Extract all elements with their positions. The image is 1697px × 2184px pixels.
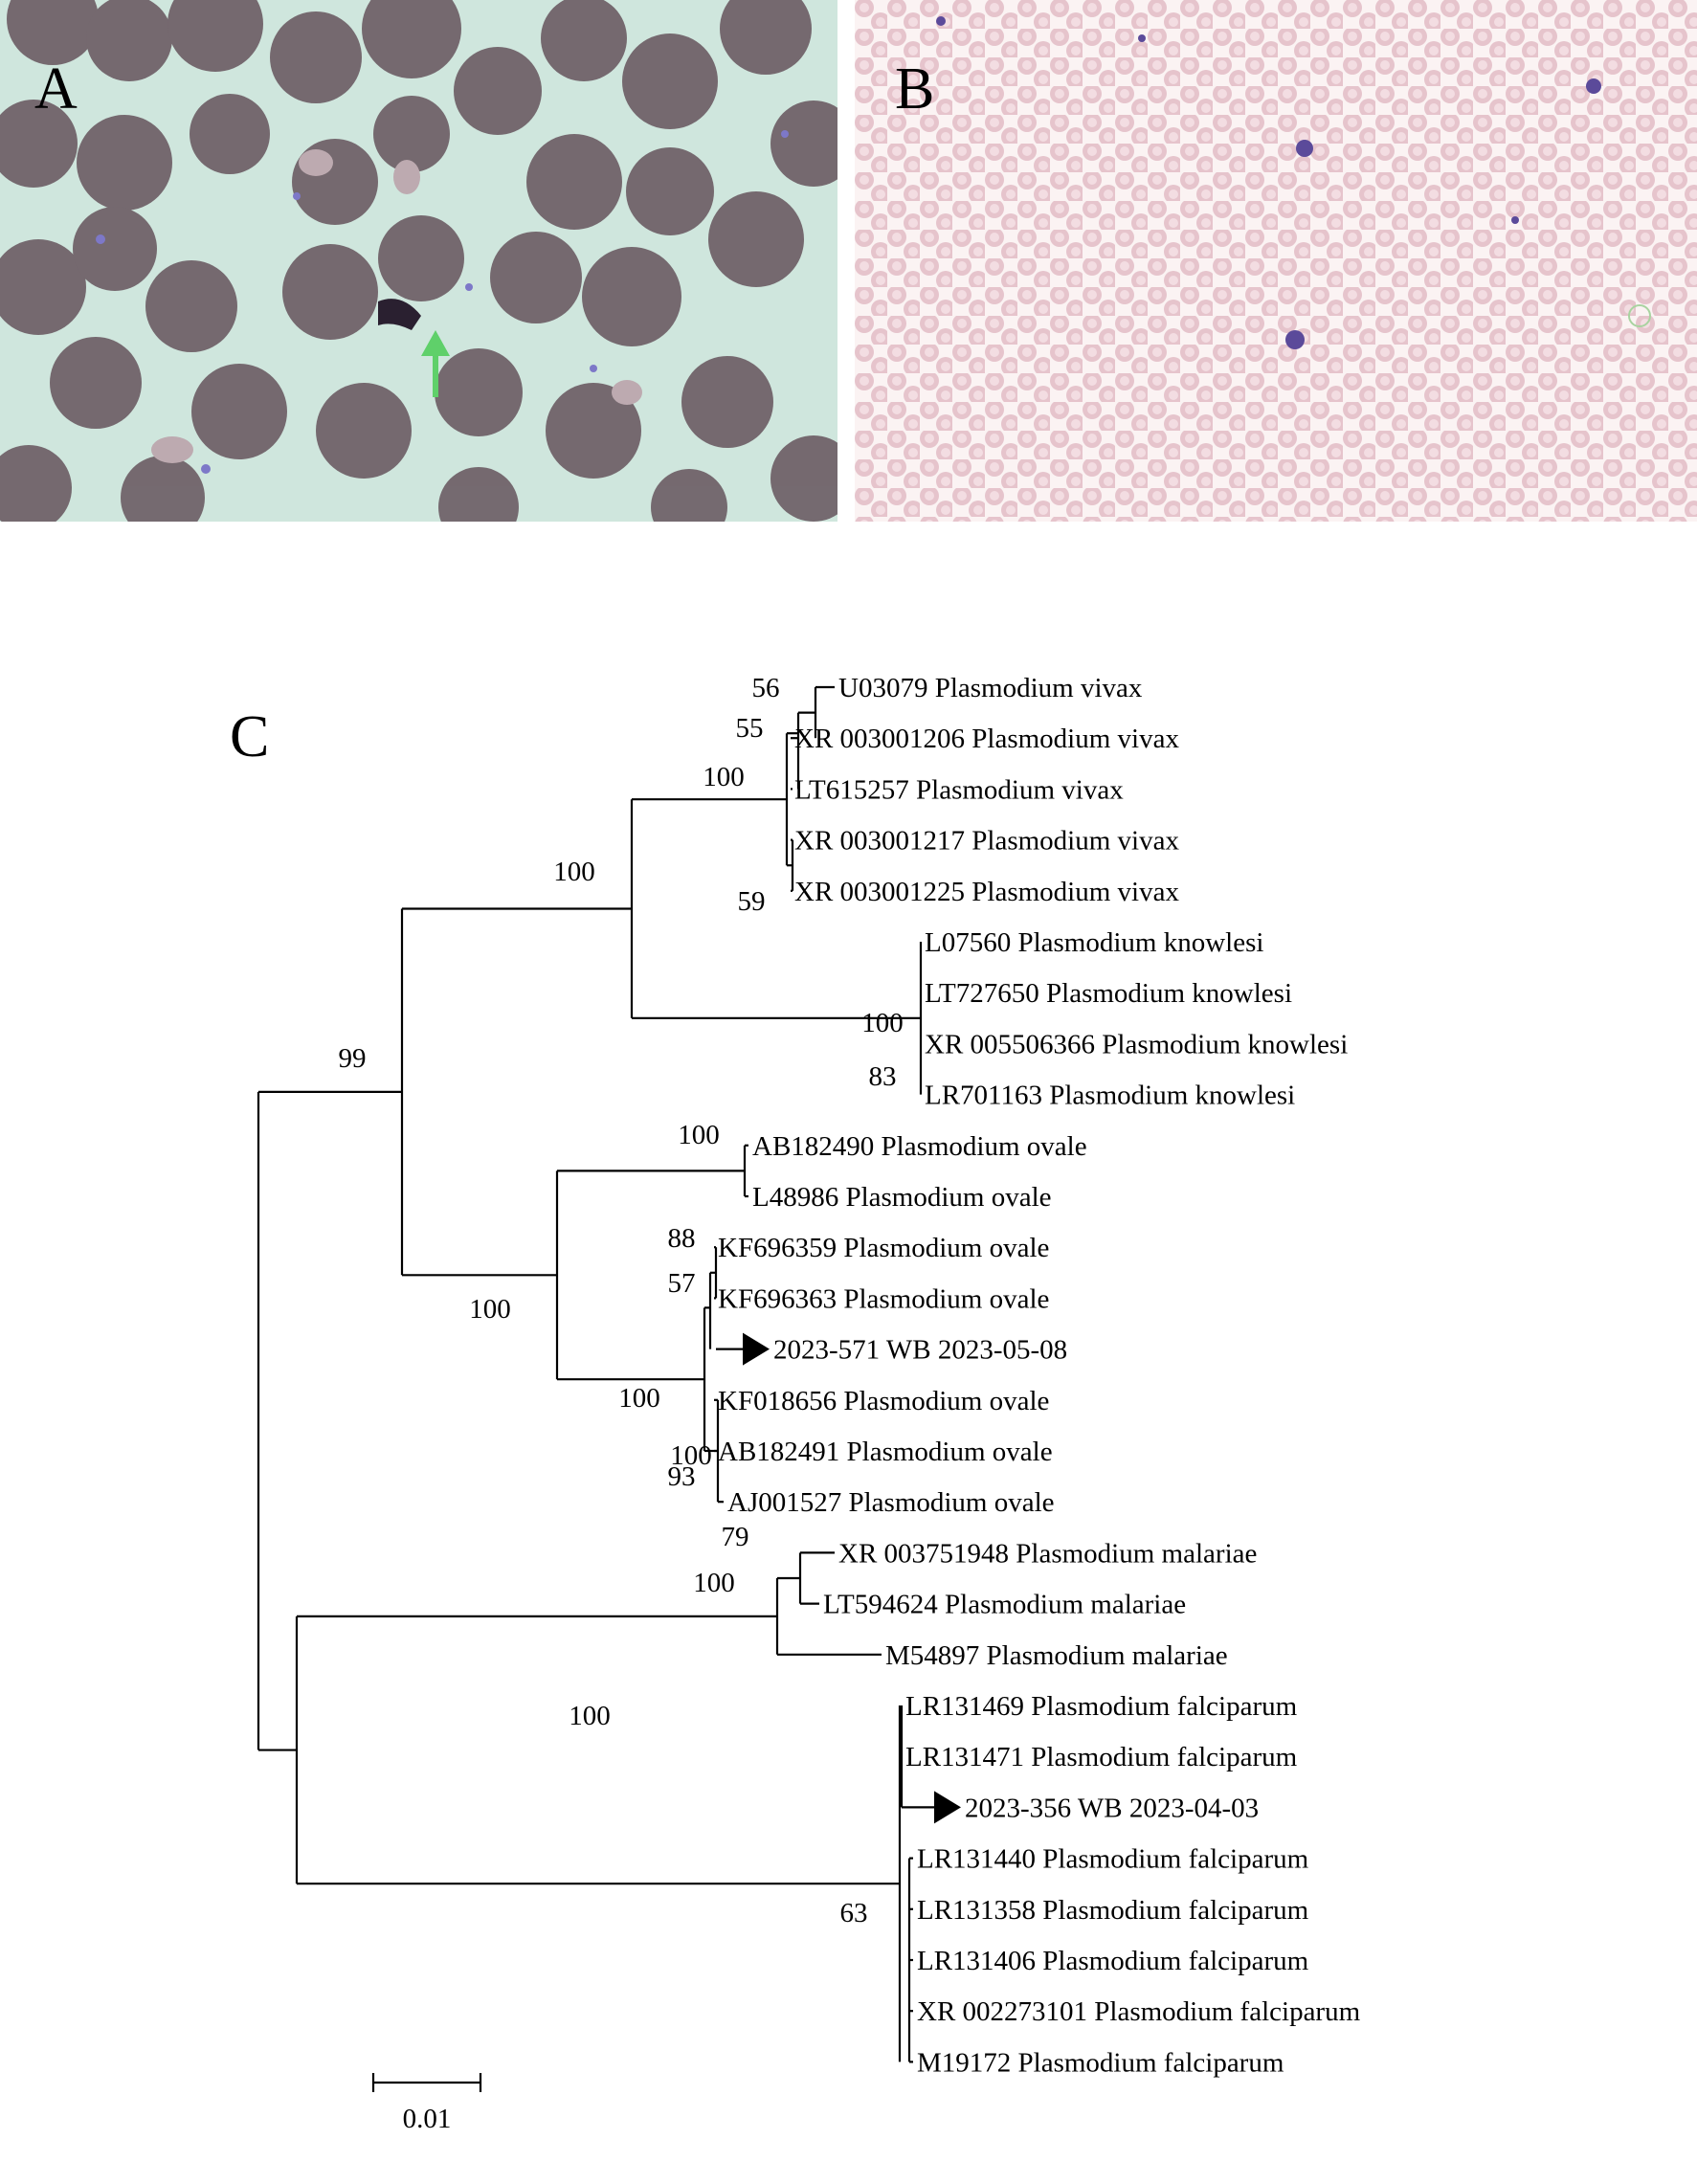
taxon-label: LR131471 Plasmodium falciparum [905, 1742, 1298, 1773]
taxon-label: XR 005506366 Plasmodium knowlesi [925, 1029, 1349, 1060]
bootstrap-value: 88 [667, 1223, 696, 1254]
sample-marker-icon [743, 1333, 770, 1366]
taxon-label: M19172 Plasmodium falciparum [917, 2047, 1284, 2079]
taxon-label: LT594624 Plasmodium malariae [823, 1589, 1187, 1620]
blood-smear-a-image [0, 0, 837, 522]
taxon-label: XR 003001225 Plasmodium vivax [794, 876, 1179, 907]
scale-bar-label: 0.01 [402, 2104, 452, 2134]
bootstrap-value: 63 [839, 1898, 868, 1928]
taxon-label: KF696363 Plasmodium ovale [718, 1283, 1050, 1315]
bootstrap-value: 100 [618, 1383, 660, 1414]
panel-a-label: A [34, 56, 78, 122]
bootstrap-value: 100 [569, 1701, 611, 1731]
taxon-label: LR131358 Plasmodium falciparum [917, 1894, 1309, 1926]
taxon-label: LT615257 Plasmodium vivax [794, 774, 1124, 806]
bootstrap-value: 100 [469, 1294, 511, 1325]
taxon-label: LR701163 Plasmodium knowlesi [925, 1080, 1296, 1111]
taxon-label: AB182490 Plasmodium ovale [752, 1130, 1087, 1162]
taxon-label: LR131469 Plasmodium falciparum [905, 1691, 1298, 1722]
taxon-label: 2023-571 WB 2023-05-08 [773, 1334, 1068, 1366]
phylogenetic-tree [0, 522, 1697, 2184]
panel-c-label: C [230, 704, 270, 769]
taxon-label: L48986 Plasmodium ovale [752, 1182, 1052, 1213]
panel-b-label: B [895, 56, 935, 122]
taxon-label: U03079 Plasmodium vivax [838, 673, 1143, 703]
blood-smear-b-image [855, 0, 1697, 522]
taxon-label: LR131406 Plasmodium falciparum [917, 1946, 1309, 1976]
panel-a-micrograph [0, 0, 837, 522]
bootstrap-value: 99 [338, 1043, 367, 1074]
bootstrap-value: 100 [678, 1120, 720, 1150]
bootstrap-value: 59 [737, 886, 766, 917]
taxon-label: L07560 Plasmodium knowlesi [925, 927, 1264, 958]
bootstrap-value: 83 [868, 1061, 897, 1092]
bootstrap-value: 55 [735, 713, 764, 744]
taxon-label: LT727650 Plasmodium knowlesi [925, 978, 1292, 1010]
taxon-label: AJ001527 Plasmodium ovale [727, 1487, 1055, 1519]
taxon-label: M54897 Plasmodium malariae [885, 1639, 1228, 1671]
bootstrap-value: 100 [553, 857, 595, 887]
taxon-label: AB182491 Plasmodium ovale [718, 1437, 1053, 1467]
bootstrap-value: 56 [751, 673, 780, 703]
taxon-label: XR 003001217 Plasmodium vivax [794, 825, 1179, 857]
bootstrap-value: 100 [693, 1568, 735, 1598]
taxon-label: XR 003751948 Plasmodium malariae [838, 1538, 1258, 1570]
taxon-label: LR131440 Plasmodium falciparum [917, 1843, 1309, 1875]
taxon-label: 2023-356 WB 2023-04-03 [965, 1793, 1260, 1824]
bootstrap-value: 79 [721, 1522, 749, 1552]
bootstrap-value: 100 [861, 1008, 904, 1038]
taxon-label: XR 003001206 Plasmodium vivax [794, 724, 1179, 755]
tree-labels [718, 673, 1361, 2078]
taxon-label: XR 002273101 Plasmodium falciparum [917, 1996, 1361, 2028]
bootstrap-value: 100 [703, 762, 745, 792]
sample-marker-icon [934, 1791, 961, 1823]
bootstrap-value: 57 [667, 1268, 696, 1299]
bootstrap-value: 100 [670, 1440, 712, 1471]
scale-bar [373, 2073, 480, 2134]
panel-b-micrograph [855, 0, 1697, 522]
taxon-label: KF696359 Plasmodium ovale [718, 1233, 1050, 1264]
bootstrap-value: 93 [667, 1461, 696, 1492]
taxon-label: KF018656 Plasmodium ovale [718, 1385, 1050, 1416]
